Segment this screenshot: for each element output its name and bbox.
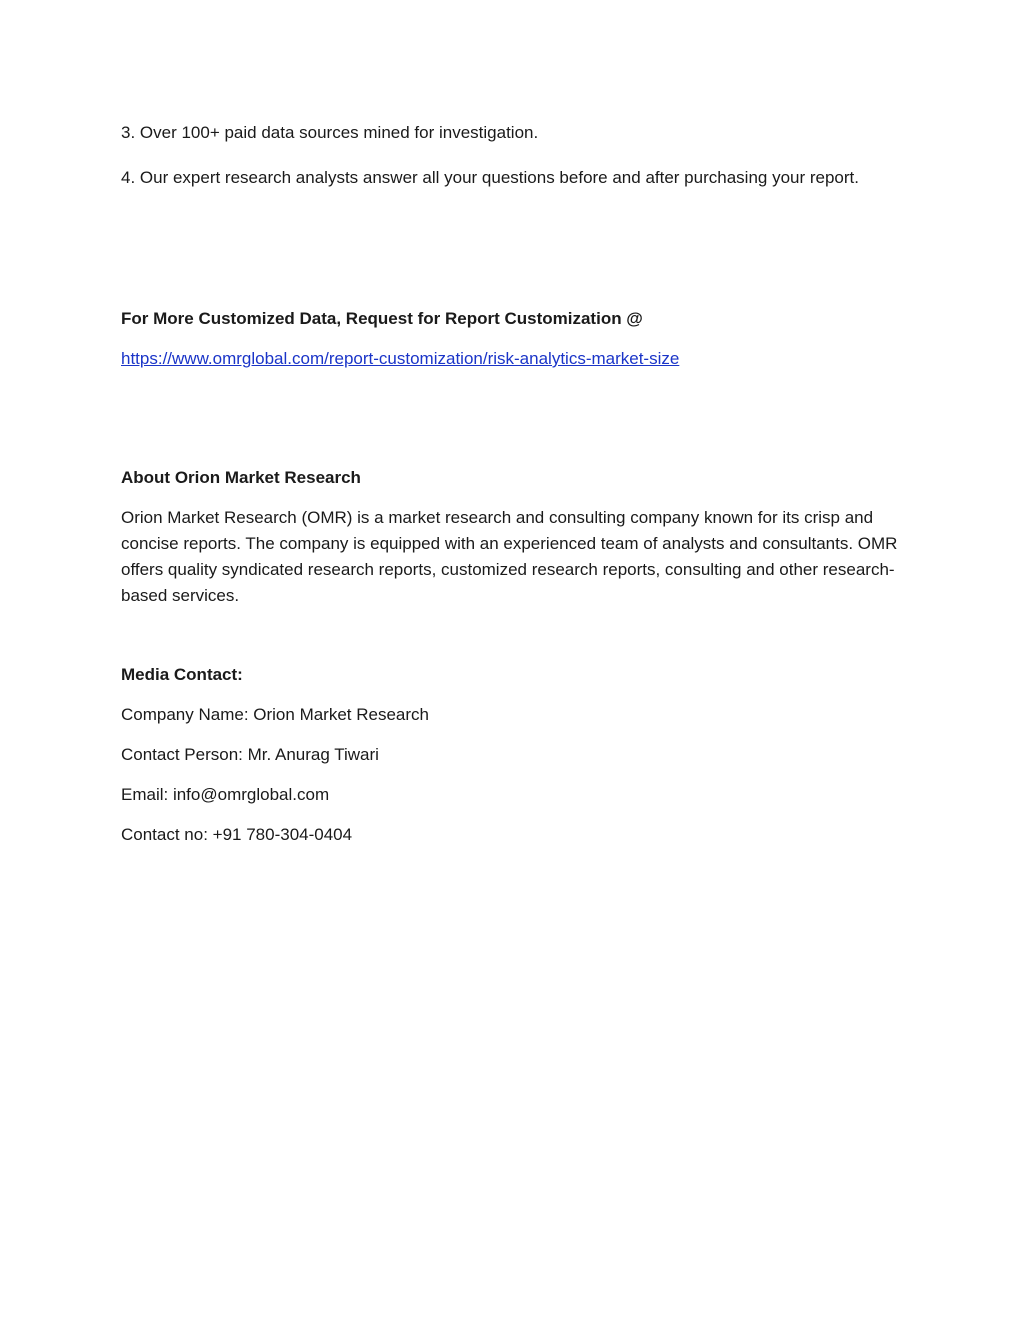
contact-person: Contact Person: Mr. Anurag Tiwari bbox=[121, 745, 379, 764]
document-body bbox=[121, 120, 911, 848]
about-heading: About Orion Market Research bbox=[121, 468, 361, 487]
customization-link[interactable]: https://www.omrglobal.com/report-customization/risk-analytics-market-size bbox=[121, 349, 680, 368]
about-body: Orion Market Research (OMR) is a market research and consulting company known for its crisp and concise reports. The company is equipped with an experienced team of analysts and consultants. OMR offers quality syndicated research reports, customized research reports, consulting and other research-based services. bbox=[121, 508, 898, 605]
media-contact-heading: Media Contact: bbox=[121, 665, 243, 684]
list-item-expert-analysts: 4. Our expert research analysts answer all your questions before and after purchasing your report. bbox=[121, 168, 859, 187]
contact-phone: Contact no: +91 780-304-0404 bbox=[121, 825, 353, 844]
contact-email: Email: info@omrglobal.com bbox=[121, 785, 330, 804]
list-item-paid-sources: 3. Over 100+ paid data sources mined for investigation. bbox=[121, 123, 539, 142]
customization-heading: For More Customized Data, Request for Report Customization @ bbox=[121, 309, 643, 328]
contact-company-name: Company Name: Orion Market Research bbox=[121, 705, 430, 724]
